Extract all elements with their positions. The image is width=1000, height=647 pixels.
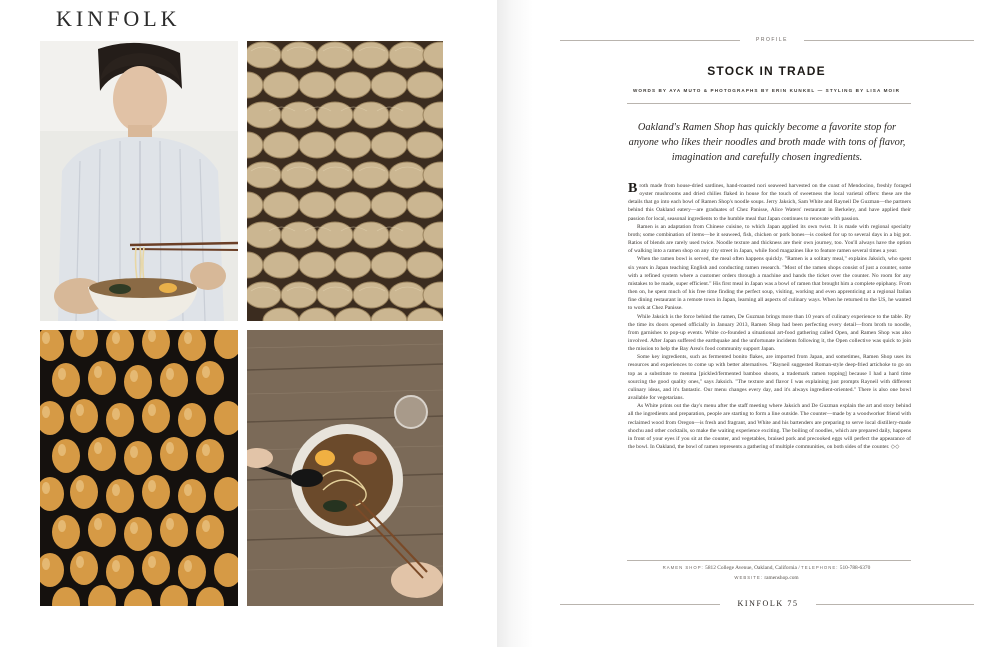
phone-label: TELEPHONE: [801,565,839,570]
article-credits: WORDS BY AYA MUTO & PHOTOGRAPHS BY ERIN KUNKEL — STYLING BY LISA MOIR [633,88,900,93]
page-gutter [497,0,533,647]
left-page [0,0,497,647]
header-rule-right [804,40,974,41]
article-body [628,182,911,451]
section-label: PROFILE [756,37,788,43]
shop-label: RAMEN SHOP: [662,565,704,570]
website-line [533,575,1000,581]
right-page [533,0,1000,647]
info-rule [627,560,911,561]
body-paragraph: Some key ingredients, such as fermented bonito flakes, are imported from Japan, and sometimes, Ramen Shop uses its resources and experiences to come up with better alternatives. "Rayneil suggested Roman-style deep-fried artichoke to go on top as a substitute to menma [pickled/fermented bamboo shoots, a trademark ramen topping] because I had a hard time sourcing the good quality ones," says Jaksich. "The texture and flavor I was explaining just prompts Rayneil with different culinary ideas, and it's fantastic. Our menu changes every day, and it's always ingredient-oriented." There is also one bowl available for vegetarians. [628,354,911,402]
body-paragraph: Broth made from house-dried sardines, hand-roasted nori seaweed harvested on the coast of Mendocino, freshly foraged oyster mushrooms and dried chilies flaked in house for the touch of sweetness the local varietal offers: these are the details that go into each bowl of Ramen Shop's noodle soups. Jerry Jaksich, Sam White and Rayneil De Guzman—the partners behind this Oakland eatery—are graduates of Chez Panisse, Alice Waters' restaurant in Berkeley, and have applied their passion for local, seasonal ingredients to the humble meal that Japan continues to renovate with passion. [628,181,911,222]
website-label: WEBSITE: [734,575,763,580]
page-footer [723,599,813,608]
photo-ramen-bowl-overhead [247,330,443,606]
photo-marinated-eggs [40,330,238,606]
article-dek: Oakland's Ramen Shop has quickly become a favorite stop for anyone who likes their noodles and broth made with tons of flavor, imagination and carefully chosen ingredients. [628,122,906,163]
article-title: STOCK IN TRADE [707,64,826,78]
footer-rule-left [560,604,720,605]
credits-rule [627,103,911,104]
photo-woman-with-ramen [40,41,238,321]
shop-phone: 510-788-6370 [839,565,871,571]
header-rule-left [560,40,740,41]
body-paragraph: While Jaksich is the force behind the ramen, De Guzman brings more than 10 years of culinary experience to the table. By the time its doors opened officially in January 2013, Ramen Shop had been perfecting every detail—from broth to noodle, from garnishes to pop-up events. White co-founded a situational art-food gathering called Open, and Ramen Shop was also involved. After Japan suffered the earthquake and the unfortunate incidents following it, the Open collective was quick to join the mission to help the Bay Area's food community support Japan. [628,313,911,353]
footer-brand: KINFOLK [737,599,784,608]
body-paragraph: Ramen is an adaptation from Chinese cuisine, to which Japan applied its own twist. It is made with regional specialty broth; some combination of items—be it seaweed, fish, chicken or pork bones—is cooked for up to several days in a big pot. Ratios of blends are rarely used twice. Noodle texture and thickness are their own journey, too. You'll always have the option of walking into a ramen shop on any city street in Japan, while food magazines like to feature ramen several times a year. [628,223,911,255]
page-number: 75 [787,599,799,608]
shop-website: ramenshop.com [764,575,799,581]
footer-rule-right [816,604,974,605]
shop-address: 5812 College Avenue, Oakland, California [705,565,797,571]
shop-info-line: RAMEN SHOP: 5812 College Avenue, Oakland, California / TELEPHONE: 510-788-6370 [662,565,871,571]
body-paragraph: As White prints out the day's menu after the staff meeting where Jaksich and De Guzman explain the art and story behind all the ingredients and preparation, people are starting to form a line outside. The counter—made by a woodworker friend with reclaimed wood from Oregon—is fresh and fragrant, and White and his bartenders are preparing to serve local distillery-made shochu and other cocktails, so make the waiting experience exciting. The boiling of noodles, which are prepared daily, happens in front of your eyes if you sit at the counter, and vegetables, braised pork and precooked eggs will perfect the appearance of the bowl. In Oakland, the bowl of ramen represents a gathering of multiple communities, on both sides of the counter. ◇◇ [628,403,911,450]
body-paragraph: When the ramen bowl is served, the meal often happens quickly. "Ramen is a solitary meal," explains Jaksich, who spent six years in Japan teaching English and conducting ramen research. "Most of the ramen shops consist of just a counter, some with a refined system where a customer orders through a machine and hands the ticket over the counter. No room for any mistakes to be made, super efficient." His first meal in Japan was a bowl of ramen that brought him a complete epiphany. From then on, he spent much of his free time finding the perfect soup, visiting, working and even apprenticing at a regional Italian fine dining restaurant in a remote town in Japan, learning all aspects of culinary ways. When he returned to the US, he wanted to work at Chez Panisse. [628,256,911,312]
masthead-logo: KINFOLK [56,6,181,31]
photo-noodle-bundles [247,41,443,321]
